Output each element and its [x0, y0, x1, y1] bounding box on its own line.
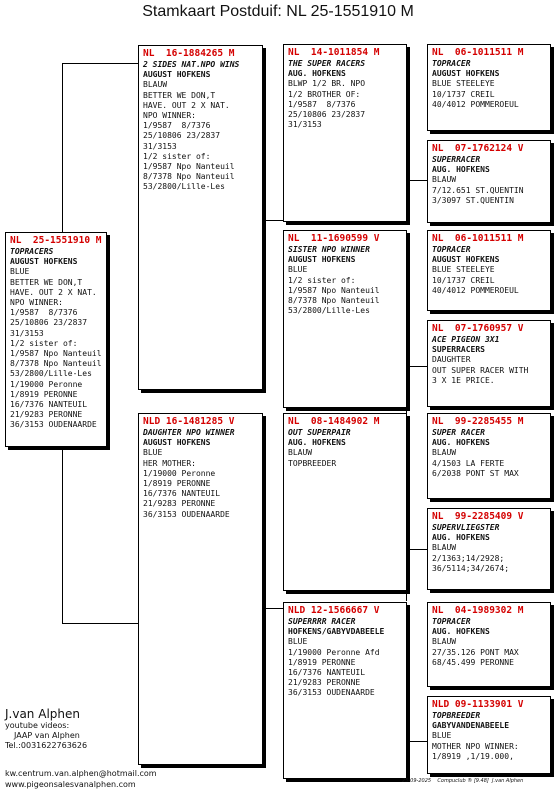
info-line: 36/3153 OUDENAARDE [10, 420, 97, 430]
info-line: 1/9587 8/7376 [10, 308, 78, 318]
great-grandparent-card [427, 230, 551, 311]
pigeon-name: SUPERRRR RACER [288, 617, 356, 626]
info-line: 31/3153 [143, 141, 177, 151]
connector-line [62, 63, 138, 64]
sire-card [138, 45, 263, 390]
website-link[interactable]: www.pigeonsalesvanalphen.com [5, 780, 136, 789]
info-line: 1/9587 Npo Nanteuil [143, 162, 235, 172]
connector-line [406, 741, 427, 742]
info-line: 1/19000 Peronne [10, 379, 83, 389]
info-line: 3/3097 ST.QUENTIN [432, 195, 514, 205]
pigeon-name: SUPER RACER [432, 428, 485, 437]
info-line: HER MOTHER: [143, 458, 196, 468]
ring-number: NL 08-1484902 M [288, 416, 380, 427]
info-line: 31/3153 [10, 328, 44, 338]
info-line: 10/1737 CREIL [432, 275, 495, 285]
info-line: 6/2038 PONT ST MAX [432, 468, 519, 478]
info-line: NPO WINNER: [143, 111, 196, 121]
pigeon-name: TOPRACER [432, 59, 471, 68]
footer-credit: 25-09-2025 Compuclub ® [9.48] J.van Alphen [402, 778, 524, 784]
pigeon-name: DAUGHTER NPO WINNER [143, 428, 235, 437]
info-line: 25/10806 23/2837 [143, 131, 221, 141]
info-line: HAVE. OUT 2 X NAT. [143, 100, 230, 110]
pigeon-name: TOPRACERS [10, 247, 54, 256]
ring-number: NLD 16-1481285 V [143, 416, 235, 427]
ring-number: NL 06-1011511 M [432, 233, 524, 244]
info-line: 25/10806 23/2837 [10, 318, 88, 328]
info-line: 1/19000 Peronne [143, 468, 216, 478]
info-line: 36/3153 OUDENAARDE [288, 688, 375, 698]
info-line: 21/9283 PERONNE [288, 678, 361, 688]
ring-number: NL 14-1011854 M [288, 47, 380, 58]
contact-block [5, 768, 157, 790]
breeder-name: AUG. HOFKENS [432, 533, 490, 543]
info-line: 8/7378 Npo Nanteuil [288, 296, 380, 306]
info-line: 1/8919 PERONNE [143, 479, 211, 489]
info-line: 1/8919 PERONNE [288, 657, 356, 667]
ring-number: NL 16-1884265 M [143, 48, 235, 59]
great-grandparent-card [427, 140, 551, 223]
info-line: 27/35.126 PONT MAX [432, 647, 519, 657]
ring-number: NL 25-1551910 M [10, 235, 102, 246]
connector-line [62, 623, 138, 624]
ring-number: NL 06-1011511 M [432, 47, 524, 58]
info-line: TOPBREEDER [288, 458, 337, 468]
great-grandparent-card [427, 696, 551, 774]
info-line: 68/45.499 PERONNE [432, 657, 514, 667]
ring-number: NL 04-1989302 M [432, 605, 524, 616]
info-line: 40/4012 POMMEROEUL [432, 285, 519, 295]
info-line: BETTER WE DON,T [10, 277, 83, 287]
info-line: 1/9587 8/7376 [288, 99, 356, 109]
pigeon-name: OUT SUPERPAIR [288, 428, 351, 437]
great-grandparent-card [427, 413, 551, 499]
info-line: 31/3153 [288, 120, 322, 130]
info-line: BLAUW [432, 448, 457, 458]
owner-block [5, 707, 87, 751]
granddam-paternal-card [283, 230, 407, 408]
breeder-name: GABYVANDENABEELE [432, 721, 510, 731]
info-line: NPO WINNER: [10, 298, 63, 308]
breeder-name: AUG. HOFKENS [432, 165, 490, 175]
email-link[interactable]: kw.centrum.van.alphen@hotmail.com [5, 769, 157, 778]
info-line: 36/5114;34/2674; [432, 563, 510, 573]
pigeon-name: SISTER NPO WINNER [288, 245, 370, 254]
info-line: BLAUW [288, 448, 313, 458]
breeder-name: HOFKENS/GABYVDABEELE [288, 627, 385, 637]
info-line: BLUE STEELEYE [432, 79, 495, 89]
info-line: DAUGHTER [432, 355, 471, 365]
great-grandparent-card [427, 602, 551, 687]
connector-line [406, 180, 427, 181]
breeder-name: AUGUST HOFKENS [432, 69, 500, 79]
breeder-name: AUGUST HOFKENS [288, 255, 356, 265]
breeder-name: AUG. HOFKENS [432, 438, 490, 448]
great-grandparent-card [427, 320, 551, 407]
breeder-name: AUGUST HOFKENS [432, 255, 500, 265]
pigeon-name: SUPERVLIEGSTER [432, 523, 500, 532]
info-line: 8/7378 Npo Nanteuil [10, 359, 102, 369]
info-line: OUT SUPER RACER WITH [432, 365, 529, 375]
subject-pigeon-card [5, 232, 107, 447]
connector-line [262, 608, 283, 609]
breeder-name: AUG. HOFKENS [288, 438, 346, 448]
info-line: 53/2800/Lille-Les [288, 306, 370, 316]
info-line: 36/3153 OUDENAARDE [143, 509, 230, 519]
info-line: BLUE [143, 448, 163, 458]
info-line: BLAUW [432, 637, 457, 647]
pigeon-name: TOPBREEDER [432, 711, 481, 720]
connector-line [62, 446, 63, 624]
info-line: BETTER WE DON,T [143, 90, 216, 100]
info-line: 53/2800/Lille-Les [10, 369, 92, 379]
ring-number: NLD 09-1133901 V [432, 699, 524, 710]
ring-number: NL 99-2285455 M [432, 416, 524, 427]
breeder-name: AUG. HOFKENS [288, 69, 346, 79]
dam-card [138, 413, 263, 765]
info-line: BLAUW [432, 543, 457, 553]
breeder-name: AUG. HOFKENS [432, 627, 490, 637]
info-line: 1/2 BROTHER OF: [288, 89, 361, 99]
ring-number: NL 07-1760957 V [432, 323, 524, 334]
info-line: 21/9283 PERONNE [10, 410, 83, 420]
info-line: 1/2 sister of: [143, 151, 211, 161]
page-title: Stamkaart Postduif: NL 25-1551910 M [142, 3, 414, 20]
connector-line [406, 366, 427, 367]
info-line: 1/9587 8/7376 [143, 121, 211, 131]
info-line: HAVE. OUT 2 X NAT. [10, 287, 97, 297]
info-line: BLUE [288, 637, 308, 647]
ring-number: NLD 12-1566667 V [288, 605, 380, 616]
owner-youtube-channel: JAAP van Alphen [14, 731, 80, 740]
ring-number: NL 11-1690599 V [288, 233, 380, 244]
info-line: 2/1363;14/2928; [432, 553, 505, 563]
connector-line [406, 549, 427, 550]
breeder-name: AUGUST HOFKENS [10, 257, 78, 267]
info-line: 1/2 sister of: [10, 338, 78, 348]
info-line: 10/1737 CREIL [432, 89, 495, 99]
info-line: 3 X 1E PRICE. [432, 375, 495, 385]
info-line: MOTHER NPO WINNER: [432, 741, 519, 751]
pigeon-name: THE SUPER RACERS [288, 59, 366, 68]
info-line: 4/1503 LA FERTE [432, 458, 505, 468]
granddam-maternal-card [283, 602, 407, 779]
connector-line [62, 63, 63, 235]
info-line: BLWP 1/2 BR. NPO [288, 79, 366, 89]
info-line: 1/19000 Peronne Afd [288, 647, 380, 657]
info-line: BLUE [10, 267, 30, 277]
info-line: 1/8919 ,1/19.000, [432, 751, 514, 761]
info-line: 25/10806 23/2837 [288, 110, 366, 120]
info-line: 53/2800/Lille-Les [143, 182, 225, 192]
pigeon-name: SUPERRACER [432, 155, 481, 164]
info-line: 1/9587 Npo Nanteuil [288, 285, 380, 295]
info-line: 16/7376 NANTEUIL [10, 400, 88, 410]
info-line: 16/7376 NANTEUIL [143, 489, 221, 499]
breeder-name: AUGUST HOFKENS [143, 70, 211, 80]
info-line: 1/2 sister of: [288, 275, 356, 285]
info-line: 21/9283 PERONNE [143, 499, 216, 509]
owner-name: J.van Alphen [5, 707, 80, 721]
info-line: 7/12.651 ST.QUENTIN [432, 185, 524, 195]
connector-line [262, 220, 283, 221]
info-line: BLUE [288, 265, 308, 275]
pigeon-name: TOPRACER [432, 245, 471, 254]
info-line: 16/7376 NANTEUIL [288, 668, 366, 678]
info-line: BLUE [432, 731, 452, 741]
info-line: BLAUW [432, 175, 457, 185]
breeder-name: AUGUST HOFKENS [143, 438, 211, 448]
owner-phone: Tel.:0031622763626 [5, 741, 88, 750]
info-line: 1/9587 Npo Nanteuil [10, 349, 102, 359]
info-line: 40/4012 POMMEROEUL [432, 99, 519, 109]
pigeon-name: ACE PIGEON 3X1 [432, 335, 500, 344]
pigeon-name: 2 SIDES NAT.NPO WINS [143, 60, 240, 69]
great-grandparent-card [427, 508, 551, 590]
info-line: 8/7378 Npo Nanteuil [143, 172, 235, 182]
pigeon-name: TOPRACER [432, 617, 471, 626]
great-grandparent-card [427, 44, 551, 131]
info-line: 1/8919 PERONNE [10, 389, 78, 399]
info-line: BLUE STEELEYE [432, 265, 495, 275]
grandsire-paternal-card [283, 44, 407, 222]
ring-number: NL 99-2285409 V [432, 511, 524, 522]
info-line: BLAUW [143, 80, 168, 90]
grandsire-maternal-card [283, 413, 407, 591]
ring-number: NL 07-1762124 V [432, 143, 524, 154]
owner-youtube-label: youtube videos: [5, 721, 70, 730]
breeder-name: SUPERRACERS [432, 345, 485, 355]
